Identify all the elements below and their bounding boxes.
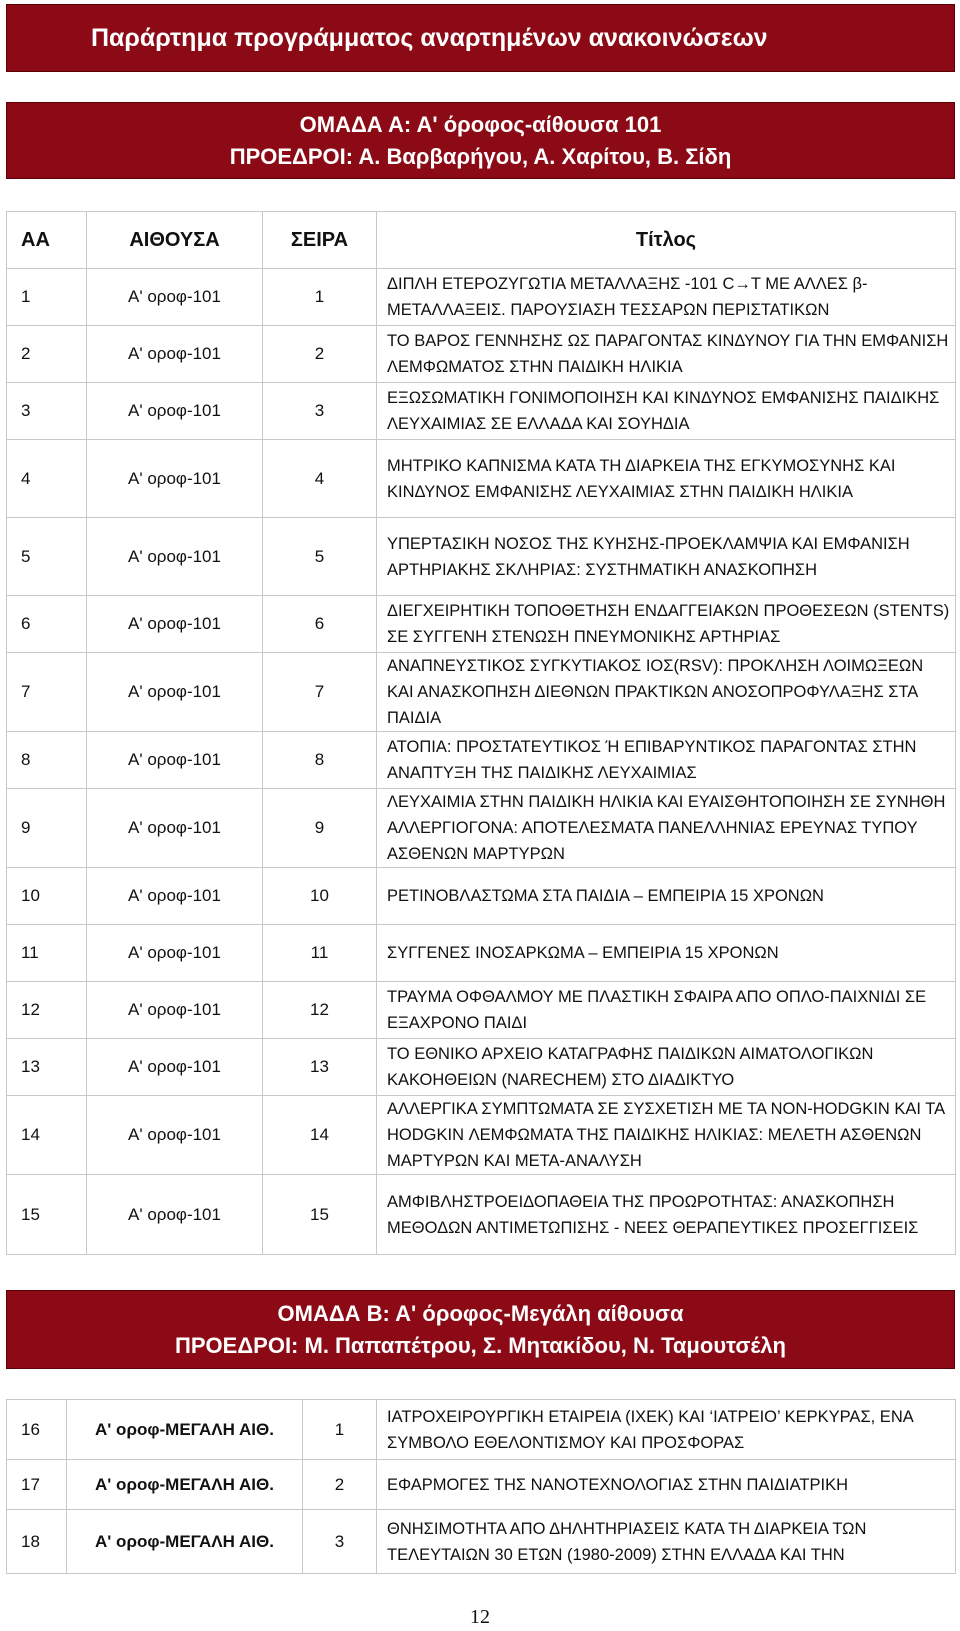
table-row (7, 732, 956, 789)
group-b-table (6, 1399, 956, 1574)
table-row (7, 1460, 956, 1510)
cell-aa: 18 (7, 1510, 67, 1574)
group-a-table (6, 211, 956, 1255)
cell-order: 1 (263, 269, 377, 326)
cell-title: ΕΦΑΡΜΟΓΕΣ ΤΗΣ ΝΑΝΟΤΕΧΝΟΛΟΓΙΑΣ ΣΤΗΝ ΠΑΙΔΙΑΤΡΙΚΗ (377, 1460, 956, 1510)
group-a-rows (7, 269, 956, 1255)
cell-title: ΡΕΤΙΝΟΒΛΑΣΤΩΜΑ ΣΤΑ ΠΑΙΔΙΑ – ΕΜΠΕΙΡΙΑ 15 ΧΡΟΝΩΝ (377, 868, 956, 925)
cell-order: 11 (263, 925, 377, 982)
cell-aa: 12 (7, 982, 87, 1039)
cell-order: 15 (263, 1175, 377, 1255)
cell-aa: 9 (7, 789, 87, 868)
cell-order: 10 (263, 868, 377, 925)
cell-title: ΔΙΠΛΗ ΕΤΕΡΟΖΥΓΩΤΙΑ ΜΕΤΑΛΛΑΞΗΣ -101 C→T ΜΕ ΑΛΛΕΣ β-ΜΕΤΑΛΛΑΞΕΙΣ. ΠΑΡΟΥΣΙΑΣΗ ΤΕΣΣΑΡΩΝ ΠΕΡΙΣΤΑΤΙΚΩΝ (377, 269, 956, 326)
cell-room: Α' οροφ-101 (87, 518, 263, 596)
group-a-title: ΟΜΑΔΑ Α: Α' όροφος-αίθουσα 101 (299, 111, 662, 137)
page-title: Παράρτημα προγράμματος αναρτημένων ανακοινώσεων (91, 23, 768, 52)
cell-order: 8 (263, 732, 377, 789)
cell-title: ΑΜΦΙΒΛΗΣΤΡΟΕΙΔΟΠΑΘΕΙΑ ΤΗΣ ΠΡΟΩΡΟΤΗΤΑΣ: ΑΝΑΣΚΟΠΗΣΗ ΜΕΘΟΔΩΝ ΑΝΤΙΜΕΤΩΠΙΣΗΣ - ΝΕΕΣ ΘΕΡΑΠΕΥΤΙΚΕΣ ΠΡΟΣΕΓΓΙΣΕΙΣ (377, 1175, 956, 1255)
cell-order: 14 (263, 1096, 377, 1175)
table-row (7, 1175, 956, 1255)
cell-room: Α' οροφ-101 (87, 789, 263, 868)
cell-title: ΑΤΟΠΙΑ: ΠΡΟΣΤΑΤΕΥΤΙΚΟΣ Ή ΕΠΙΒΑΡΥΝΤΙΚΟΣ ΠΑΡΑΓΟΝΤΑΣ ΣΤΗΝ ΑΝΑΠΤΥΞΗ ΤΗΣ ΠΑΙΔΙΚΗΣ ΛΕΥΧΑΙΜΙΑΣ (377, 732, 956, 789)
cell-room: Α' οροφ-ΜΕΓΑΛΗ ΑΙΘ. (67, 1460, 303, 1510)
page-title-banner (6, 4, 955, 72)
table-row (7, 789, 956, 868)
cell-aa: 16 (7, 1400, 67, 1460)
cell-title: ΔΙΕΓΧΕΙΡΗΤΙΚΗ ΤΟΠΟΘΕΤΗΣΗ ΕΝΔΑΓΓΕΙΑΚΩΝ ΠΡΟΘΕΣΕΩΝ (STENTS) ΣΕ ΣΥΓΓΕΝΗ ΣΤΕΝΩΣΗ ΠΝΕΥΜΟΝΙΚΗΣ ΑΡΤΗΡΙΑΣ (377, 596, 956, 653)
cell-room: Α' οροφ-101 (87, 925, 263, 982)
cell-title: ΜΗΤΡΙΚΟ ΚΑΠΝΙΣΜΑ ΚΑΤΑ ΤΗ ΔΙΑΡΚΕΙΑ ΤΗΣ ΕΓΚΥΜΟΣΥΝΗΣ ΚΑΙ ΚΙΝΔΥΝΟΣ ΕΜΦΑΝΙΣΗΣ ΛΕΥΧΑΙΜΙΑΣ ΣΤΗΝ ΠΑΙΔΙΚΗ ΗΛΙΚΙΑ (377, 440, 956, 518)
page-number: 12 (470, 1606, 490, 1628)
cell-title: ΤΟ ΒΑΡΟΣ ΓΕΝΝΗΣΗΣ ΩΣ ΠΑΡΑΓΟΝΤΑΣ ΚΙΝΔΥΝΟΥ ΓΙΑ ΤΗΝ ΕΜΦΑΝΙΣΗ ΛΕΜΦΩΜΑΤΟΣ ΣΤΗΝ ΠΑΙΔΙΚΗ ΗΛΙΚΙΑ (377, 326, 956, 383)
cell-room: Α' οροφ-101 (87, 1096, 263, 1175)
group-b-title: ΟΜΑΔΑ Β: Α' όροφος-Μεγάλη αίθουσα (277, 1300, 684, 1326)
cell-aa: 4 (7, 440, 87, 518)
cell-room: Α' οροφ-101 (87, 269, 263, 326)
cell-room: Α' οροφ-101 (87, 982, 263, 1039)
cell-aa: 17 (7, 1460, 67, 1510)
cell-order: 9 (263, 789, 377, 868)
cell-title: ΣΥΓΓΕΝΕΣ ΙΝΟΣΑΡΚΩΜΑ – ΕΜΠΕΙΡΙΑ 15 ΧΡΟΝΩΝ (377, 925, 956, 982)
cell-room: Α' οροφ-101 (87, 383, 263, 440)
cell-aa: 5 (7, 518, 87, 596)
table-header-row (7, 212, 956, 269)
cell-title: ΤΡΑΥΜΑ ΟΦΘΑΛΜΟΥ ΜΕ ΠΛΑΣΤΙΚΗ ΣΦΑΙΡΑ ΑΠΟ ΟΠΛΟ-ΠΑΙΧΝΙΔΙ ΣΕ ΕΞΑΧΡΟΝΟ ΠΑΙΔΙ (377, 982, 956, 1039)
cell-room: Α' οροφ-101 (87, 732, 263, 789)
cell-room: Α' οροφ-101 (87, 653, 263, 732)
table-row (7, 1096, 956, 1175)
cell-aa: 3 (7, 383, 87, 440)
cell-room: Α' οροφ-101 (87, 440, 263, 518)
cell-room: Α' οροφ-101 (87, 596, 263, 653)
cell-title: ΘΝΗΣΙΜΟΤΗΤΑ ΑΠΟ ΔΗΛΗΤΗΡΙΑΣΕΙΣ ΚΑΤΑ ΤΗ ΔΙΑΡΚΕΙΑ ΤΩΝ ΤΕΛΕΥΤΑΙΩΝ 30 ΕΤΩΝ (1980-2009) ΣΤΗΝ ΕΛΛΑΔΑ ΚΑΙ ΤΗΝ (377, 1510, 956, 1574)
cell-order: 6 (263, 596, 377, 653)
group-a-chairs: ΠΡΟΕΔΡΟΙ: Α. Βαρβαρήγου, Α. Χαρίτου, Β. Σίδη (229, 143, 732, 169)
cell-room: Α' οροφ-101 (87, 1039, 263, 1096)
cell-title: ΥΠΕΡΤΑΣΙΚΗ ΝΟΣΟΣ ΤΗΣ ΚΥΗΣΗΣ-ΠΡΟΕΚΛΑΜΨΙΑ ΚΑΙ ΕΜΦΑΝΙΣΗ ΑΡΤΗΡΙΑΚΗΣ ΣΚΛΗΡΙΑΣ: ΣΥΣΤΗΜΑΤΙΚΗ ΑΝΑΣΚΟΠΗΣΗ (377, 518, 956, 596)
cell-title: ΑΛΛΕΡΓΙΚΑ ΣΥΜΠΤΩΜΑΤΑ ΣΕ ΣΥΣΧΕΤΙΣΗ ΜΕ ΤΑ NON-HODGKIN ΚΑΙ ΤΑ HODGKIN ΛΕΜΦΩΜΑΤΑ ΤΗΣ ΠΑΙΔΙΚΗΣ ΗΛΙΚΙΑΣ: ΜΕΛΕΤΗ ΑΣΘΕΝΩΝ ΜΑΡΤΥΡΩΝ ΚΑΙ ΜΕΤΑ-ΑΝΑΛΥΣΗ (377, 1096, 956, 1175)
table-row (7, 440, 956, 518)
cell-title: ΛΕΥΧΑΙΜΙΑ ΣΤΗΝ ΠΑΙΔΙΚΗ ΗΛΙΚΙΑ ΚΑΙ ΕΥΑΙΣΘΗΤΟΠΟΙΗΣΗ ΣΕ ΣΥΝΗΘΗ ΑΛΛΕΡΓΙΟΓΟΝΑ: ΑΠΟΤΕΛΕΣΜΑΤΑ ΠΑΝΕΛΛΗΝΙΑΣ ΕΡΕΥΝΑΣ ΤΥΠΟΥ ΑΣΘΕΝΩΝ ΜΑΡΤΥΡΩΝ (377, 789, 956, 868)
cell-room: Α' οροφ-101 (87, 1175, 263, 1255)
column-header-title: Τίτλος (377, 212, 956, 269)
cell-aa: 2 (7, 326, 87, 383)
table-row (7, 1400, 956, 1460)
column-header-order: ΣΕΙΡΑ (263, 212, 377, 269)
cell-order: 5 (263, 518, 377, 596)
cell-order: 7 (263, 653, 377, 732)
cell-room: Α' οροφ-101 (87, 326, 263, 383)
table-row (7, 982, 956, 1039)
cell-order: 12 (263, 982, 377, 1039)
cell-title: ΑΝΑΠΝΕΥΣΤΙΚΟΣ ΣΥΓΚΥΤΙΑΚΟΣ ΙΟΣ(RSV): ΠΡΟΚΛΗΣΗ ΛΟΙΜΩΞΕΩΝ ΚΑΙ ΑΝΑΣΚΟΠΗΣΗ ΔΙΕΘΝΩΝ ΠΡΑΚΤΙΚΩΝ ΑΝΟΣΟΠΡΟΦΥΛΑΞΗΣ ΣΤΑ ΠΑΙΔΙΑ (377, 653, 956, 732)
cell-aa: 15 (7, 1175, 87, 1255)
table-row (7, 383, 956, 440)
cell-aa: 13 (7, 1039, 87, 1096)
column-header-room: ΑΙΘΟΥΣΑ (87, 212, 263, 269)
cell-order: 2 (263, 326, 377, 383)
cell-aa: 11 (7, 925, 87, 982)
cell-order: 2 (303, 1460, 377, 1510)
table-row (7, 1510, 956, 1574)
column-header-aa: ΑΑ (7, 212, 87, 269)
table-row (7, 653, 956, 732)
cell-title: ΕΞΩΣΩΜΑΤΙΚΗ ΓΟΝΙΜΟΠΟΙΗΣΗ ΚΑΙ ΚΙΝΔΥΝΟΣ ΕΜΦΑΝΙΣΗΣ ΠΑΙΔΙΚΗΣ ΛΕΥΧΑΙΜΙΑΣ ΣΕ ΕΛΛΑΔΑ ΚΑΙ ΣΟΥΗΔΙΑ (377, 383, 956, 440)
cell-order: 4 (263, 440, 377, 518)
table-row (7, 596, 956, 653)
table-row (7, 269, 956, 326)
cell-order: 3 (263, 383, 377, 440)
group-b-banner (6, 1290, 955, 1369)
group-b-rows (7, 1400, 956, 1574)
cell-order: 3 (303, 1510, 377, 1574)
cell-aa: 7 (7, 653, 87, 732)
table-row (7, 1039, 956, 1096)
table-row (7, 925, 956, 982)
group-a-banner (6, 102, 955, 179)
cell-aa: 6 (7, 596, 87, 653)
cell-aa: 14 (7, 1096, 87, 1175)
table-row (7, 868, 956, 925)
cell-room: Α' οροφ-101 (87, 868, 263, 925)
cell-order: 1 (303, 1400, 377, 1460)
cell-aa: 8 (7, 732, 87, 789)
cell-aa: 10 (7, 868, 87, 925)
group-b-chairs: ΠΡΟΕΔΡΟΙ: Μ. Παπαπέτρου, Σ. Μητακίδου, Ν. Ταμουτσέλη (175, 1332, 786, 1358)
cell-aa: 1 (7, 269, 87, 326)
cell-order: 13 (263, 1039, 377, 1096)
cell-room: Α' οροφ-ΜΕΓΑΛΗ ΑΙΘ. (67, 1400, 303, 1460)
cell-title: ΙΑΤΡΟΧΕΙΡΟΥΡΓΙΚΗ ΕΤΑΙΡΕΙΑ (ΙΧΕΚ) ΚΑΙ ‘ΙΑΤΡΕΙΟ’ ΚΕΡΚΥΡΑΣ, ΕΝΑ ΣΥΜΒΟΛΟ ΕΘΕΛΟΝΤΙΣΜΟΥ ΚΑΙ ΠΡΟΣΦΟΡΑΣ (377, 1400, 956, 1460)
table-row (7, 326, 956, 383)
cell-title: ΤΟ ΕΘΝΙΚΟ ΑΡΧΕΙΟ ΚΑΤΑΓΡΑΦΗΣ ΠΑΙΔΙΚΩΝ ΑΙΜΑΤΟΛΟΓΙΚΩΝ ΚΑΚΟΗΘΕΙΩΝ (NARECHEM) ΣΤΟ ΔΙΑΔΙΚΤΥΟ (377, 1039, 956, 1096)
cell-room: Α' οροφ-ΜΕΓΑΛΗ ΑΙΘ. (67, 1510, 303, 1574)
table-row (7, 518, 956, 596)
